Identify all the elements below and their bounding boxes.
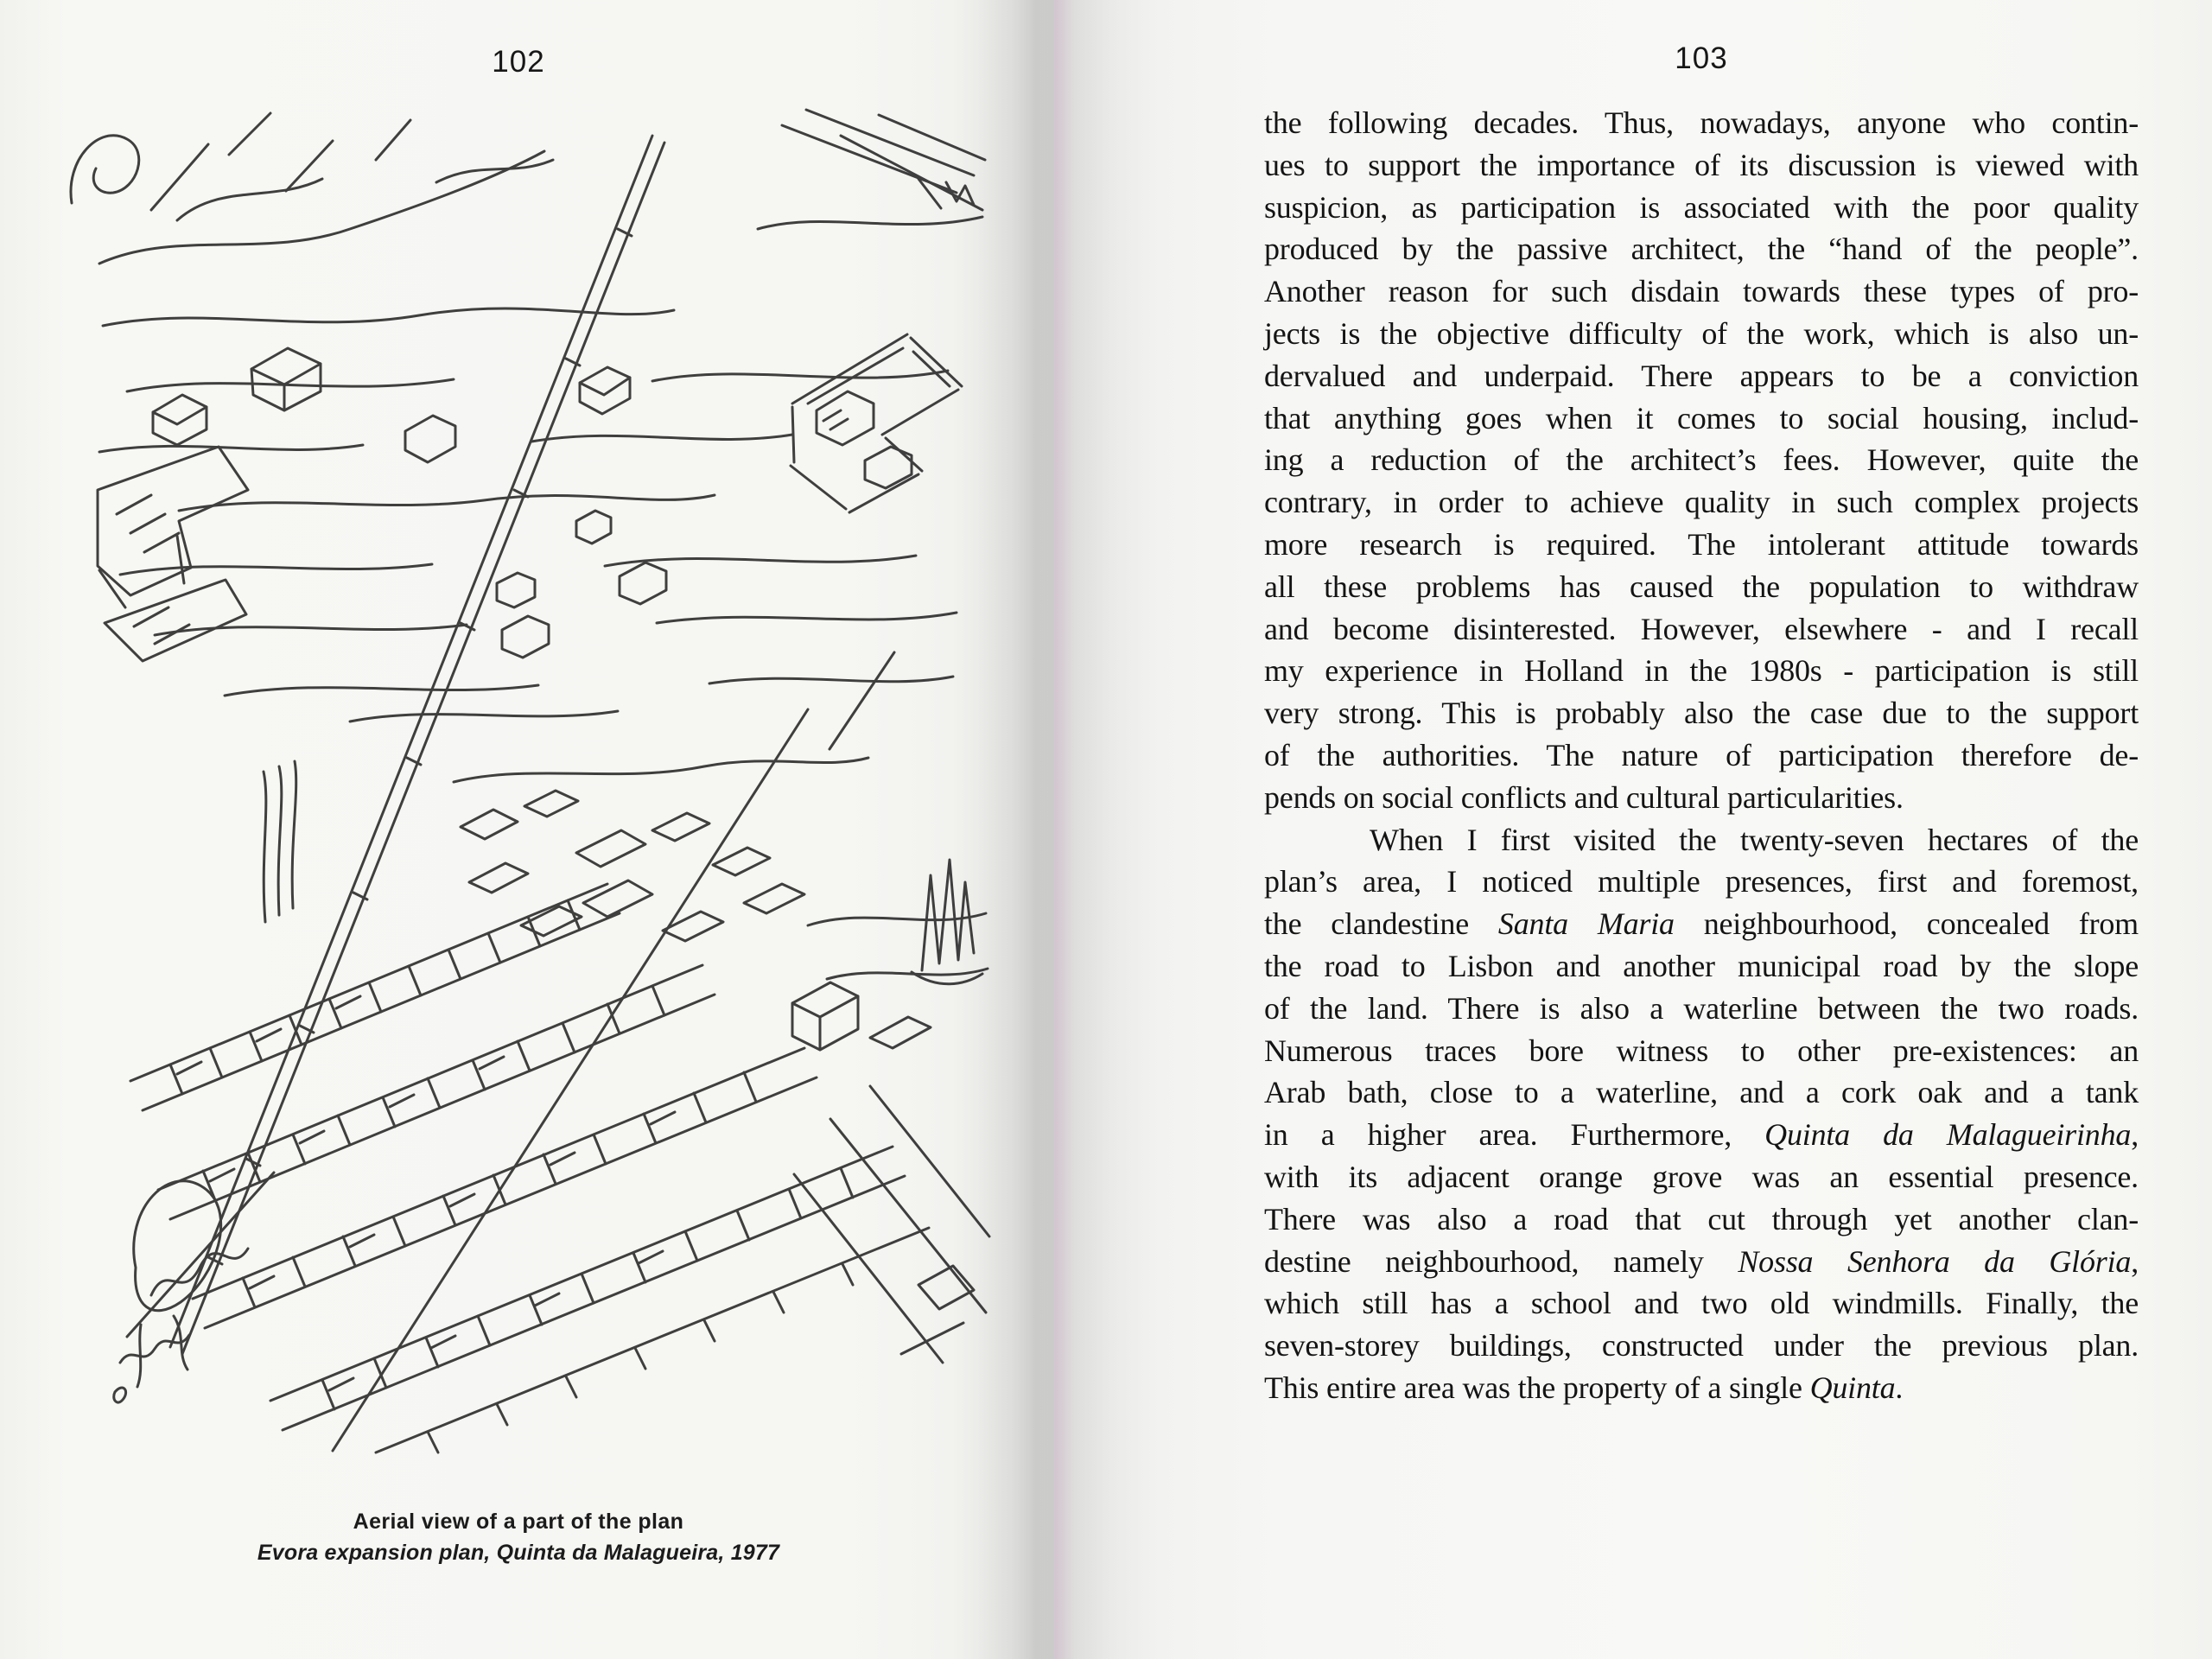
text-line: jects is the objective difficulty of the work, which is also un- [1264,315,2139,351]
page-number-left: 102 [492,45,545,79]
text-line: When I first visited the twenty-seven hectares of the [1370,822,2139,857]
text-line: the clandestine Santa Maria neighbourhood, concealed from [1264,906,2139,942]
text-line: Numerous traces bore witness to other pre-existences: an [1264,1033,2139,1068]
text-line: with its adjacent orange grove was an essential presence. [1264,1159,2139,1194]
text-line: that anything goes when it comes to social housing, includ- [1264,400,2139,435]
text-line: pends on social conflicts and cultural particularities. [1264,779,1904,815]
text-line: all these problems has caused the population to withdraw [1264,569,2139,604]
right-page [1028,0,2212,1659]
body-text [1264,102,2139,1409]
text-line: in a higher area. Furthermore, Quinta da Malagueirinha, [1264,1117,2139,1153]
text-line: and become disinterested. However, elsewhere - and I recall [1264,611,2139,646]
caption-source: Evora expansion plan, Quinta da Malagueira, 1977 [257,1541,780,1565]
text-line: seven-storey buildings, constructed under the previous plan. [1264,1328,2139,1363]
text-line: destine neighbourhood, namely Nossa Senhora da Glória, [1264,1243,2139,1279]
text-line: more research is required. The intolerant attitude towards [1264,526,2139,562]
text-line: the road to Lisbon and another municipal road by the slope [1264,948,2139,983]
figure-caption [48,1510,989,1566]
text-line: dervalued and underpaid. There appears to be a conviction [1264,358,2139,393]
text-line: Another reason for such disdain towards these types of pro- [1264,274,2139,309]
left-page [0,0,1028,1659]
text-line: of the authorities. The nature of participation therefore de- [1264,737,2139,772]
text-line: which still has a school and two old windmills. Finally, the [1264,1286,2139,1321]
text-line: plan’s area, I noticed multiple presences, first and foremost, [1264,864,2139,899]
aerial-sketch-illustration [48,99,994,1456]
text-line: Arab bath, close to a waterline, and a cork oak and a tank [1264,1075,2139,1110]
text-line: ues to support the importance of its discussion is viewed with [1264,147,2139,182]
text-line: ing a reduction of the architect’s fees. However, quite the [1264,442,2139,478]
text-line: contrary, in order to achieve quality in such complex projects [1264,485,2139,520]
text-line: produced by the passive architect, the “hand of the people”. [1264,232,2139,267]
text-line: This entire area was the property of a single Quinta. [1264,1370,1904,1405]
text-line: the following decades. Thus, nowadays, anyone who contin- [1264,105,2139,140]
text-line: suspicion, as participation is associated with the poor quality [1264,189,2139,225]
text-line: very strong. This is probably also the case due to the support [1264,696,2139,731]
caption-title: Aerial view of a part of the plan [353,1510,684,1534]
text-line: There was also a road that cut through yet another clan- [1264,1201,2139,1236]
text-line: of the land. There is also a waterline between the two roads. [1264,990,2139,1026]
page-number-right: 103 [1675,41,1728,75]
text-line: my experience in Holland in the 1980s - participation is still [1264,653,2139,689]
